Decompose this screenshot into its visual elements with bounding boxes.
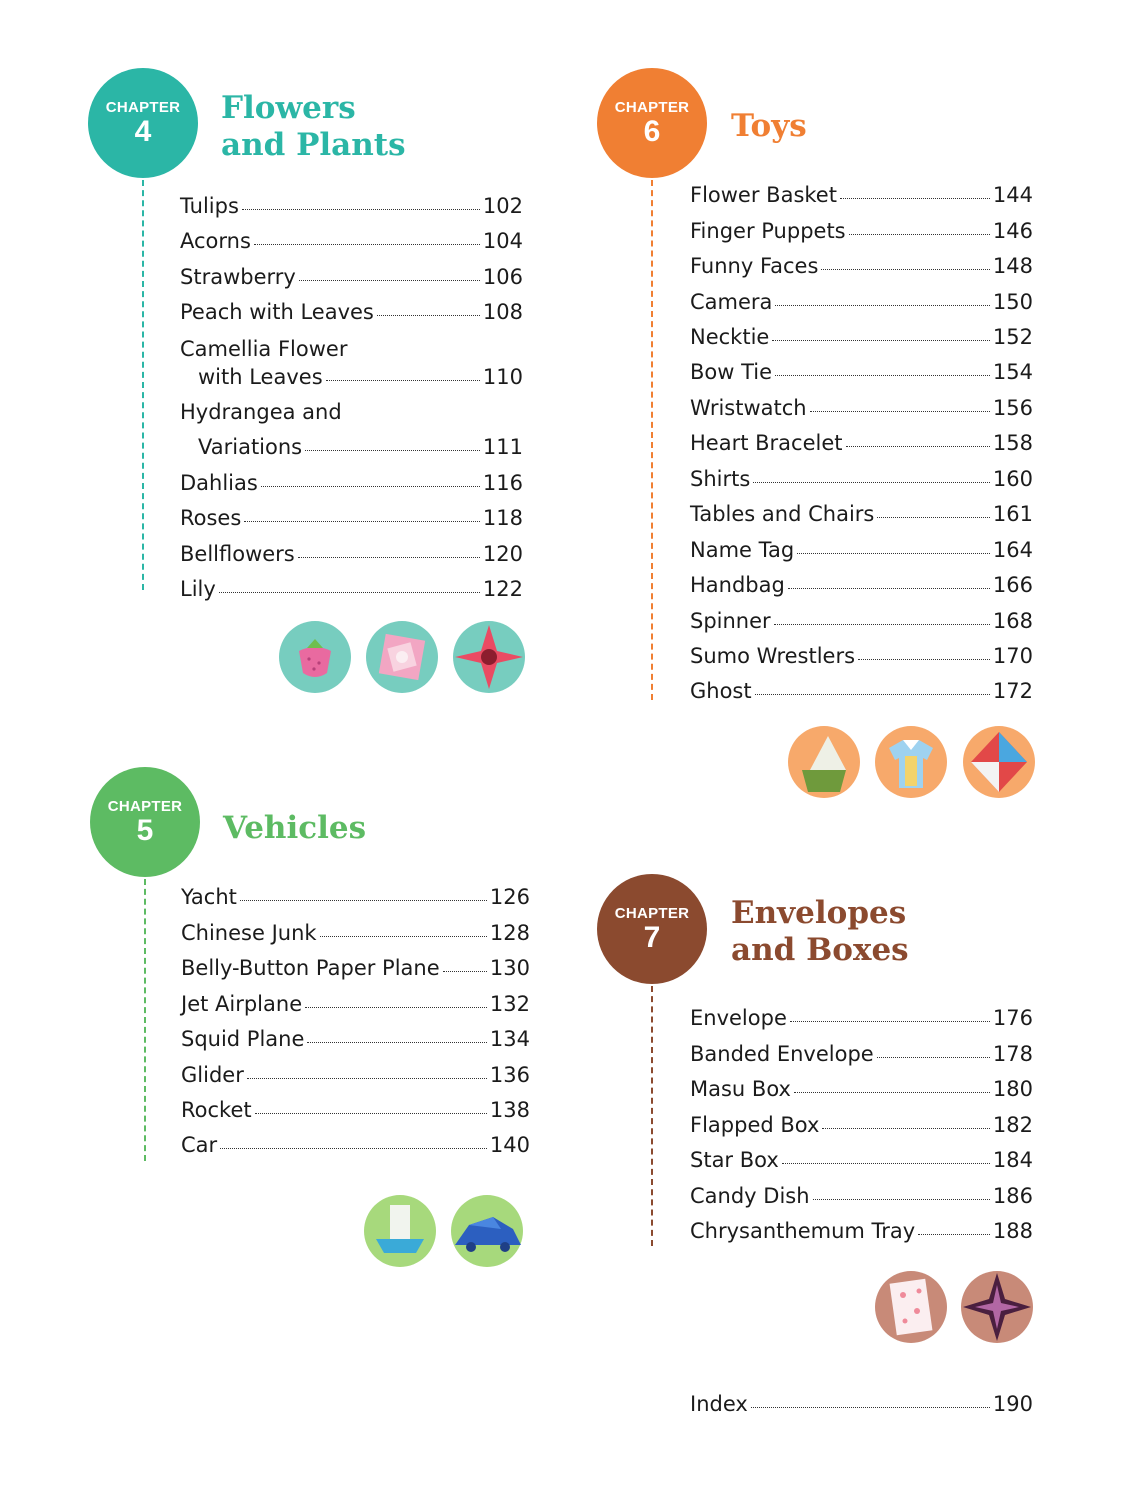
toc-entry[interactable]: Peach with Leaves 108 bbox=[180, 300, 523, 324]
chapter-6-dashed-line bbox=[651, 180, 653, 700]
toc-entry[interactable]: Glider 136 bbox=[181, 1063, 530, 1087]
lily-origami-icon bbox=[453, 621, 525, 693]
toc-entry[interactable]: Envelope 176 bbox=[690, 1006, 1033, 1030]
chapter-4-badge bbox=[88, 68, 198, 178]
strawberry-origami-icon bbox=[279, 621, 351, 693]
toc-entry[interactable]: Handbag 166 bbox=[690, 573, 1033, 597]
chapter-7-title bbox=[731, 895, 909, 969]
chapter-5-title bbox=[223, 810, 366, 847]
toc-entry[interactable]: Yacht 126 bbox=[181, 885, 530, 909]
chapter-label: CHAPTER bbox=[107, 797, 183, 815]
chapter-label: CHAPTER bbox=[614, 904, 690, 922]
toc-entry[interactable]: Necktie 152 bbox=[690, 325, 1033, 349]
toc-entry[interactable]: Jet Airplane 132 bbox=[181, 992, 530, 1016]
toc-entry[interactable]: Candy Dish 186 bbox=[690, 1184, 1033, 1208]
toc-entry[interactable]: Lily 122 bbox=[180, 577, 523, 601]
toc-entry[interactable]: Masu Box 180 bbox=[690, 1077, 1033, 1101]
toc-entry[interactable]: with Leaves 110 bbox=[198, 365, 523, 389]
chapter-title-line: Envelopes bbox=[731, 895, 907, 931]
chapter-title-line: Vehicles bbox=[223, 810, 367, 846]
toc-entry[interactable]: Bow Tie 154 bbox=[690, 360, 1033, 384]
toc-entry[interactable]: Acorns 104 bbox=[180, 229, 523, 253]
toc-entry[interactable]: Dahlias 116 bbox=[180, 471, 523, 495]
toc-entry-line[interactable]: Camellia Flower bbox=[180, 337, 348, 361]
chapter-number: 4 bbox=[134, 114, 152, 148]
toc-entry[interactable]: Sumo Wrestlers 170 bbox=[690, 644, 1033, 668]
chapter-6-title bbox=[731, 108, 807, 145]
chapter-title-line: Flowers bbox=[221, 90, 356, 126]
chapter-4-dashed-line bbox=[142, 180, 144, 590]
envelope-origami-icon bbox=[875, 1271, 947, 1343]
toc-entry[interactable]: Belly-Button Paper Plane 130 bbox=[181, 956, 530, 980]
toc-entry[interactable]: Funny Faces 148 bbox=[690, 254, 1033, 278]
toc-entry[interactable]: Wristwatch 156 bbox=[690, 396, 1033, 420]
basket-origami-icon bbox=[788, 726, 860, 798]
chapter-title-line: and Plants bbox=[221, 127, 406, 163]
toc-entry[interactable]: Flower Basket 144 bbox=[690, 183, 1033, 207]
toc-entry[interactable]: Chrysanthemum Tray 188 bbox=[690, 1219, 1033, 1243]
chapter-4-title bbox=[221, 90, 406, 164]
boat-origami-icon bbox=[364, 1195, 436, 1267]
toc-entry[interactable]: Squid Plane 134 bbox=[181, 1027, 530, 1051]
toc-entry-line[interactable]: Hydrangea and bbox=[180, 400, 342, 424]
toc-entry[interactable]: Bellflowers 120 bbox=[180, 542, 523, 566]
chapter-7-badge bbox=[597, 874, 707, 984]
toc-entry[interactable]: Banded Envelope 178 bbox=[690, 1042, 1033, 1066]
toc-entry[interactable]: Variations 111 bbox=[198, 435, 523, 459]
toc-entry[interactable]: Chinese Junk 128 bbox=[181, 921, 530, 945]
spinner-origami-icon bbox=[963, 726, 1035, 798]
toc-entry[interactable]: Shirts 160 bbox=[690, 467, 1033, 491]
toc-entry[interactable]: Car 140 bbox=[181, 1133, 530, 1157]
toc-entry[interactable]: Spinner 168 bbox=[690, 609, 1033, 633]
chapter-number: 6 bbox=[643, 114, 661, 148]
toc-entry[interactable]: Ghost 172 bbox=[690, 679, 1033, 703]
chapter-7-dashed-line bbox=[651, 986, 653, 1246]
chapter-label: CHAPTER bbox=[614, 98, 690, 116]
toc-entry[interactable]: Finger Puppets 146 bbox=[690, 219, 1033, 243]
toc-entry[interactable]: Flapped Box 182 bbox=[690, 1113, 1033, 1137]
car-origami-icon bbox=[451, 1195, 523, 1267]
toc-entry[interactable]: Strawberry 106 bbox=[180, 265, 523, 289]
chapter-label: CHAPTER bbox=[105, 98, 181, 116]
chapter-number: 7 bbox=[643, 920, 661, 954]
chapter-5-dashed-line bbox=[144, 879, 146, 1161]
chapter-5-badge bbox=[90, 767, 200, 877]
chapter-title-line: Toys bbox=[731, 108, 807, 144]
toc-entry[interactable]: Roses 118 bbox=[180, 506, 523, 530]
toc-entry[interactable]: Heart Bracelet 158 bbox=[690, 431, 1033, 455]
toc-entry[interactable]: Camera 150 bbox=[690, 290, 1033, 314]
chapter-6-badge bbox=[597, 68, 707, 178]
index-entry[interactable]: Index 190 bbox=[690, 1392, 1033, 1416]
chapter-number: 5 bbox=[136, 813, 154, 847]
star-box-origami-icon bbox=[961, 1271, 1033, 1343]
toc-entry[interactable]: Star Box 184 bbox=[690, 1148, 1033, 1172]
toc-entry[interactable]: Name Tag 164 bbox=[690, 538, 1033, 562]
shirt-origami-icon bbox=[875, 726, 947, 798]
toc-entry[interactable]: Tulips 102 bbox=[180, 194, 523, 218]
chapter-title-line: and Boxes bbox=[731, 932, 909, 968]
rose-origami-icon bbox=[366, 621, 438, 693]
toc-entry[interactable]: Tables and Chairs 161 bbox=[690, 502, 1033, 526]
toc-entry[interactable]: Rocket 138 bbox=[181, 1098, 530, 1122]
